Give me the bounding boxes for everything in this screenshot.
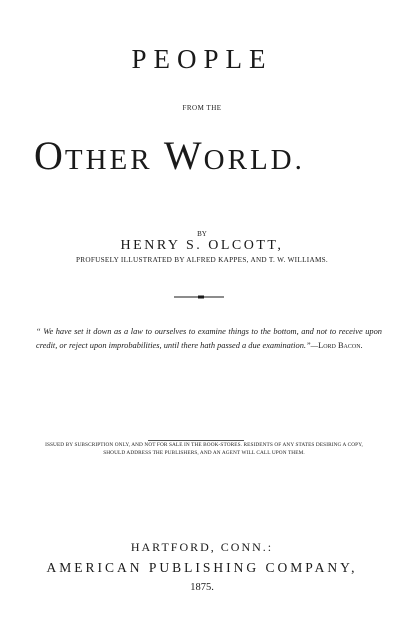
from-the-label: FROM THE (182, 104, 222, 112)
title-cap-o: O (34, 133, 65, 178)
title-people: PEOPLE (131, 44, 273, 74)
imprint-city: HARTFORD, CONN.: (130, 540, 274, 554)
subscription-notice: ISSUED BY SUBSCRIPTION ONLY, AND NOT FOR SALE IN THE BOOK-STORES. RESIDENTS OF ANY STATES DESIRING A COPY, SHOULD ADDRESS THE PUBLISHERS, AND AN AGENT WILL CALL UPON THEM. (45, 442, 363, 456)
author-name: HENRY S. OLCOTT, (120, 238, 284, 253)
ornament-divider (174, 295, 224, 299)
epigraph-author: Lord Bacon. (318, 341, 363, 350)
title-cap-w: W (163, 133, 204, 178)
epigraph (36, 325, 382, 353)
imprint-year: 1875. (190, 582, 214, 593)
title-world-rest: ORLD. (203, 144, 305, 176)
title-other-rest: THER (64, 144, 153, 176)
illustrators-line: PROFUSELY ILLUSTRATED BY ALFRED KAPPES, AND T. W. WILLIAMS. (75, 256, 329, 264)
title-other-world (34, 132, 404, 179)
by-label: BY (197, 230, 207, 238)
epigraph-text: “ We have set it down as a law to ourselves to examine things to the bottom, and not to receive upon credit, or reject upon improbabilities, until there hath passed a due examination.”— (36, 327, 382, 350)
imprint-publisher: AMERICAN PUBLISHING COMPANY, (46, 560, 358, 575)
